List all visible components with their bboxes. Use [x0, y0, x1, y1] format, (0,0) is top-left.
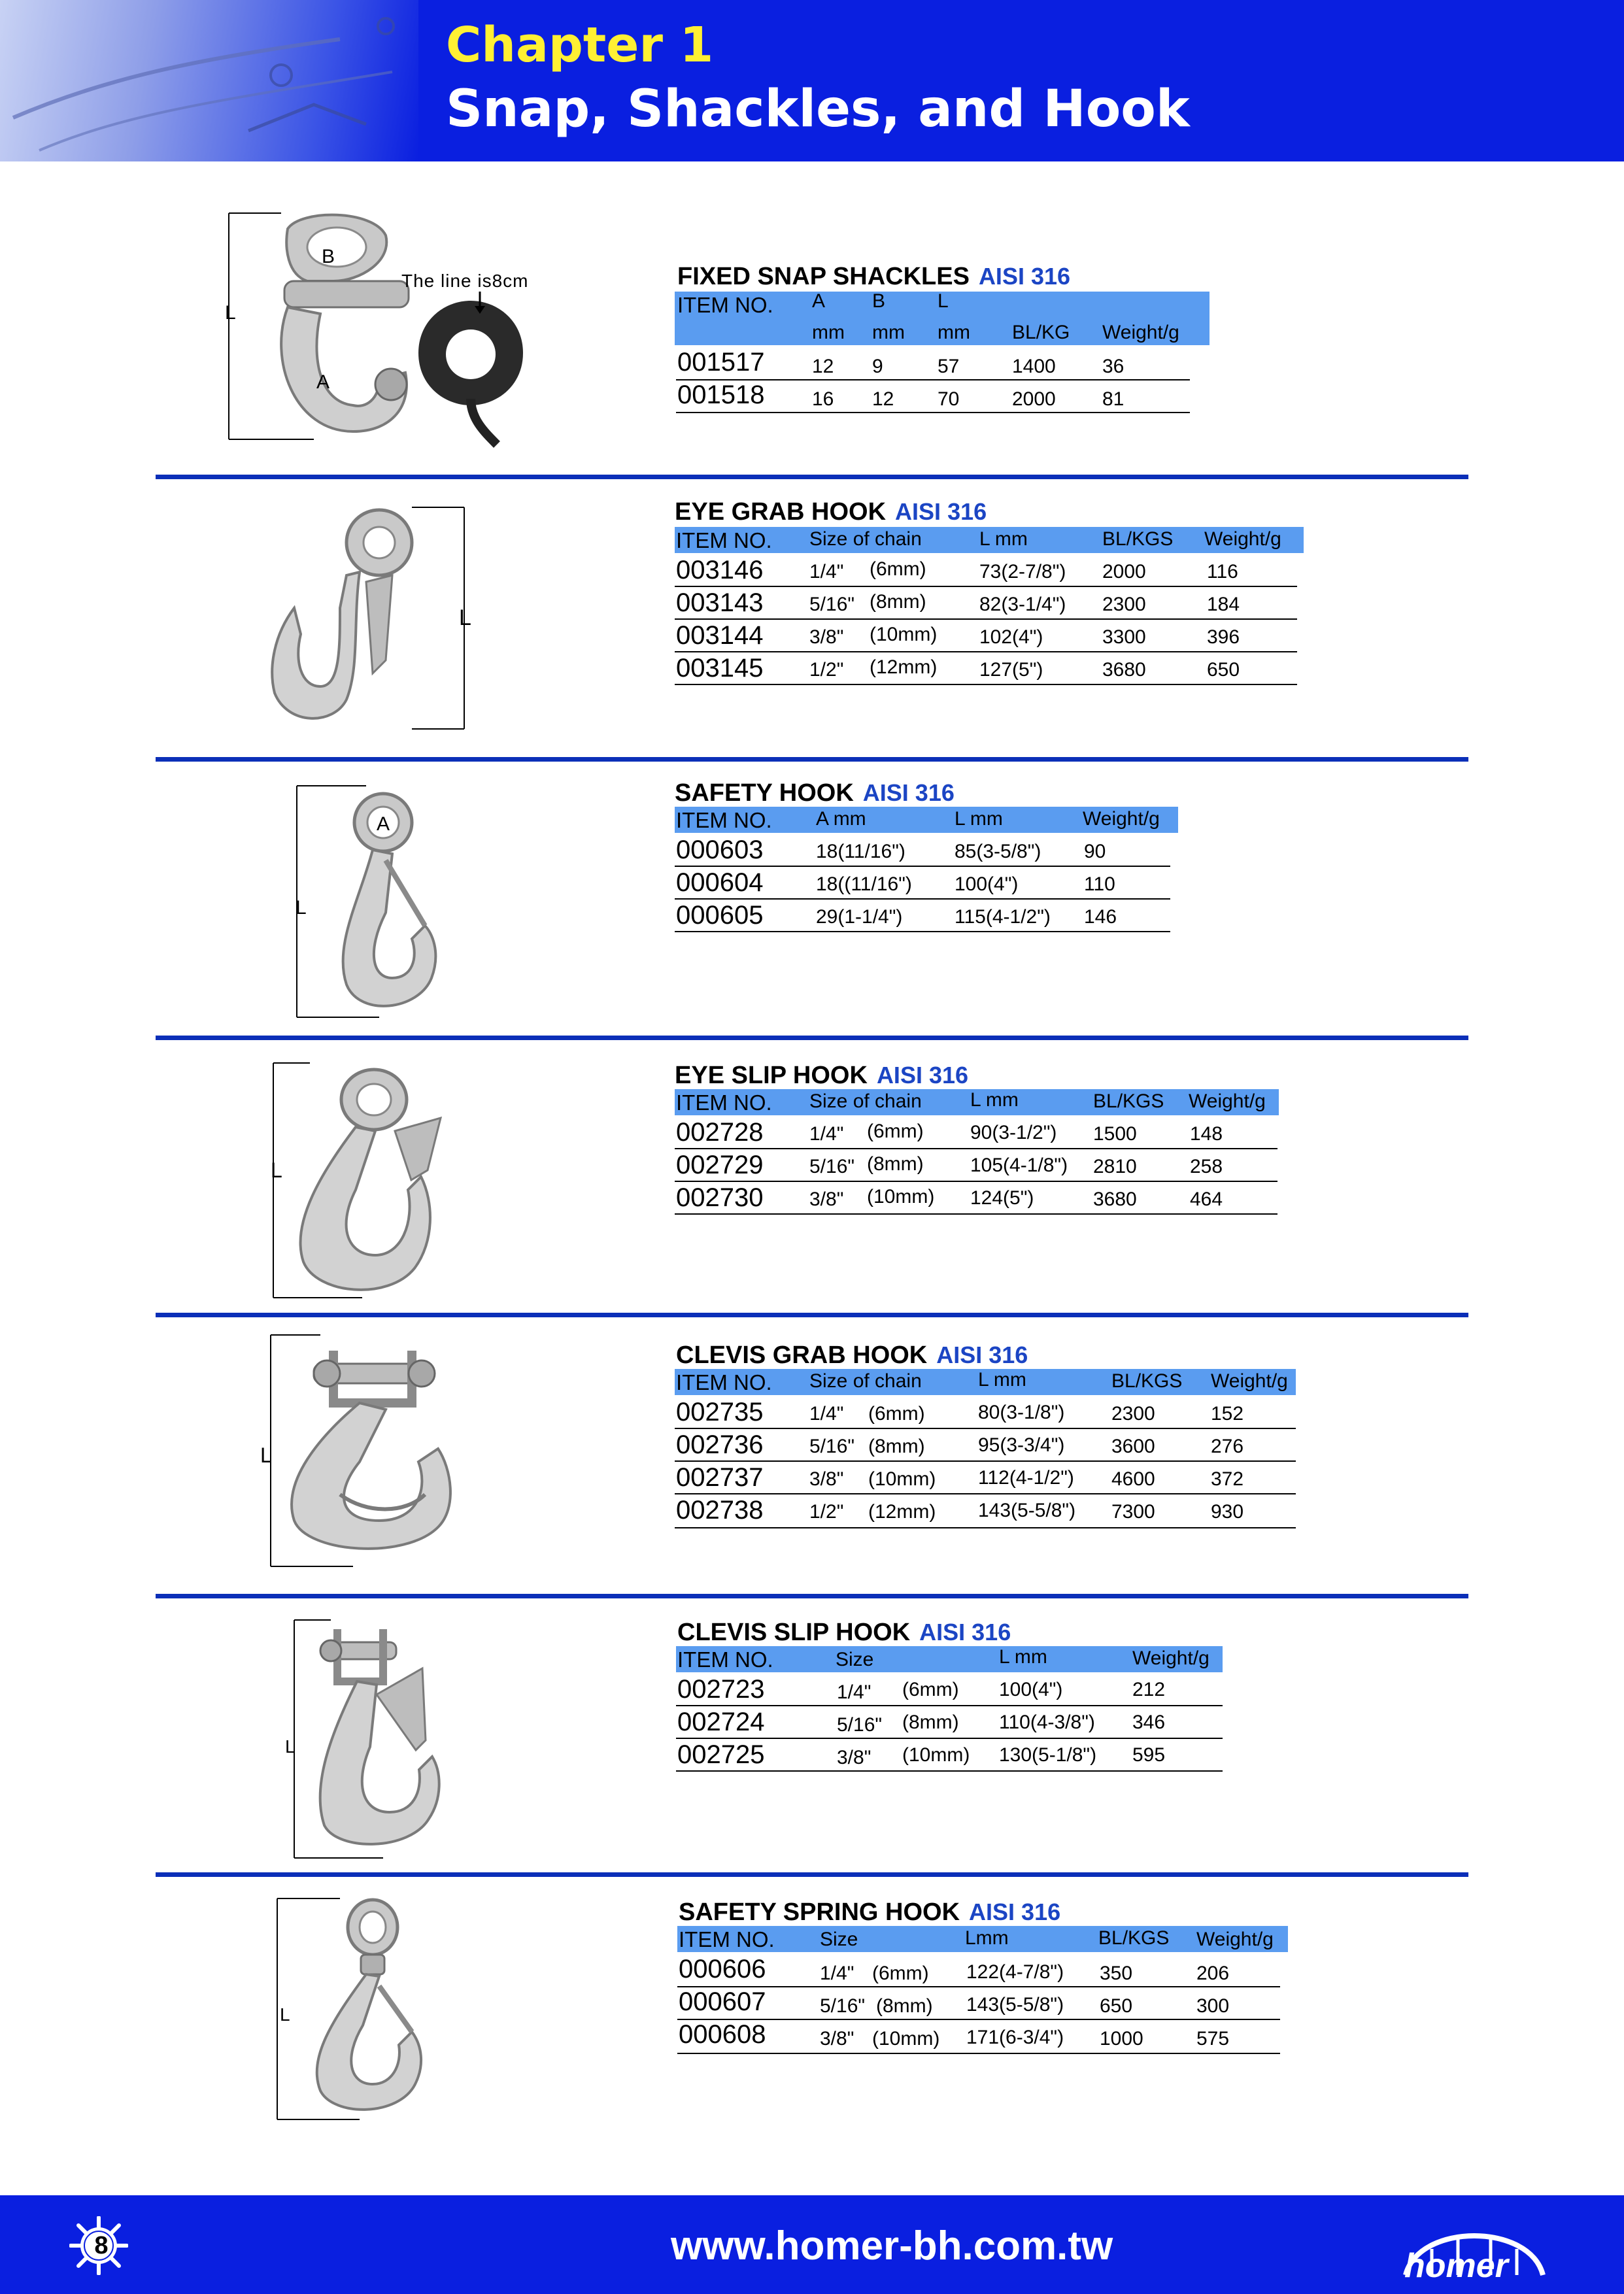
header-size: Size of chain — [809, 1370, 922, 1392]
header-size: Size — [836, 1649, 874, 1670]
row-divider — [677, 2053, 1280, 2054]
cell: (10mm) — [902, 1744, 970, 1766]
cell: 1/2" — [809, 1501, 844, 1523]
item-number: 002723 — [677, 1675, 765, 1704]
cell: 1/4" — [809, 561, 844, 582]
arrow-down-icon — [472, 292, 488, 315]
row-divider — [675, 618, 1297, 620]
row-divider — [675, 1527, 1296, 1528]
header-item-no: ITEM NO. — [679, 1927, 775, 1951]
cell: 12 — [872, 388, 894, 410]
cell: 206 — [1196, 1963, 1230, 1984]
section-divider — [156, 1872, 1468, 1877]
row-divider — [675, 866, 1170, 867]
cell: 100(4") — [999, 1679, 1063, 1700]
cell: 81 — [1102, 388, 1125, 410]
dimension-label-l: L — [459, 605, 471, 630]
nautical-chart-decoration — [0, 0, 418, 161]
header-bl: BL/KGS — [1098, 1927, 1170, 1949]
dimension-label-l: L — [285, 1736, 296, 1757]
dimension-label-a: A — [377, 813, 390, 835]
cell: (8mm) — [870, 591, 926, 613]
cell: 29(1-1/4") — [816, 906, 903, 928]
cell: 350 — [1100, 1963, 1133, 1984]
cell: 110 — [1084, 873, 1115, 895]
cell: 148 — [1190, 1123, 1223, 1145]
row-divider — [675, 586, 1297, 587]
cell: 258 — [1190, 1156, 1223, 1177]
cell: (6mm) — [868, 1403, 925, 1425]
header-item-no: ITEM NO. — [676, 1090, 772, 1115]
row-divider — [675, 1181, 1277, 1182]
dimension-label-l: L — [260, 1443, 272, 1467]
cell: (12mm) — [868, 1501, 936, 1523]
cell: (8mm) — [902, 1712, 959, 1733]
header-weight: Weight/g — [1211, 1370, 1288, 1392]
line-length-note: The line is8cm — [401, 271, 529, 291]
cell: 3/8" — [820, 2028, 854, 2049]
cell: 1/4" — [837, 1681, 871, 1703]
item-number: 002725 — [677, 1740, 765, 1769]
item-number: 000608 — [679, 2020, 766, 2049]
header-weight: Weight/g — [1189, 1090, 1266, 1112]
cell: 143(5-5/8") — [966, 1994, 1064, 2016]
cell: 110(4-3/8") — [999, 1712, 1095, 1733]
cell: 5/16" — [837, 1714, 883, 1736]
row-divider — [677, 2019, 1280, 2020]
cell: 127(5") — [979, 659, 1043, 681]
header-a: A mm — [816, 808, 866, 830]
cell: 112(4-1/2") — [978, 1467, 1074, 1489]
cell: 650 — [1207, 659, 1240, 681]
item-number: 001517 — [677, 348, 765, 377]
item-number: 002736 — [676, 1430, 764, 1459]
cell: 171(6-3/4") — [966, 2027, 1064, 2048]
header-weight: Weight/g — [1204, 528, 1281, 550]
item-number: 000603 — [676, 835, 764, 864]
cell: 146 — [1084, 906, 1117, 928]
website-url[interactable]: www.homer-bh.com.tw — [671, 2223, 1113, 2269]
item-number: 000607 — [679, 1987, 766, 2016]
section-divider — [156, 1594, 1468, 1598]
cell: 184 — [1207, 594, 1240, 615]
cell: (6mm) — [870, 558, 926, 580]
cell: 1000 — [1100, 2028, 1143, 2049]
cell: 346 — [1132, 1712, 1166, 1733]
cell: 930 — [1211, 1501, 1244, 1523]
cell: (8mm) — [876, 1995, 933, 2017]
chapter-title: Snap, Shackles, and Hook — [446, 80, 1190, 139]
row-divider — [676, 412, 1190, 413]
row-divider — [675, 1428, 1296, 1429]
section-title: EYE GRAB HOOK AISI 316 — [675, 498, 987, 526]
section-title: EYE SLIP HOOK AISI 316 — [675, 1062, 969, 1089]
cell: 90 — [1084, 841, 1106, 862]
cell: 122(4-7/8") — [966, 1961, 1064, 1983]
item-number: 003143 — [676, 588, 764, 617]
row-divider — [676, 1770, 1223, 1772]
row-divider — [675, 1493, 1296, 1494]
section-title: CLEVIS GRAB HOOK AISI 316 — [676, 1341, 1028, 1369]
cell: (8mm) — [867, 1153, 924, 1175]
dimension-label-b: B — [322, 246, 335, 267]
header-l: L mm — [999, 1646, 1047, 1668]
item-number: 001518 — [677, 380, 765, 409]
cell: 16 — [812, 388, 834, 410]
item-number: 002730 — [676, 1183, 764, 1212]
cell: 18(11/16") — [816, 841, 905, 862]
header-item-no: ITEM NO. — [676, 808, 772, 832]
header-bl: BL/KGS — [1093, 1090, 1164, 1112]
cell: 90(3-1/2") — [970, 1122, 1057, 1143]
cell: (6mm) — [867, 1121, 924, 1142]
section-divider — [156, 1313, 1468, 1317]
cell: 2000 — [1012, 388, 1056, 410]
item-number: 002738 — [676, 1496, 764, 1525]
cell: 464 — [1190, 1189, 1223, 1210]
item-number: 002729 — [676, 1151, 764, 1179]
header-l-unit: mm — [938, 322, 970, 343]
header-item-no: ITEM NO. — [676, 528, 772, 552]
cell: 73(2-7/8") — [979, 561, 1066, 582]
chapter-header — [0, 0, 1624, 161]
dimension-label-l: L — [280, 2004, 290, 2025]
header-l: L mm — [970, 1089, 1019, 1111]
cell: 85(3-5/8") — [955, 841, 1041, 862]
cell: 115(4-1/2") — [955, 906, 1051, 928]
header-item-no: ITEM NO. — [676, 1370, 772, 1394]
cell: 5/16" — [809, 1156, 855, 1177]
row-divider — [675, 684, 1297, 685]
brand-name: homer — [1404, 2247, 1508, 2285]
item-number: 003145 — [676, 654, 764, 683]
cell: 3/8" — [809, 1468, 844, 1490]
cell: (10mm) — [867, 1186, 935, 1207]
cell: 3/8" — [837, 1747, 871, 1768]
section-divider — [156, 475, 1468, 479]
header-size: Size of chain — [809, 528, 922, 550]
item-number: 003144 — [676, 621, 764, 650]
row-divider — [675, 1460, 1296, 1462]
cell: 105(4-1/8") — [970, 1155, 1068, 1176]
header-bl-kg: BL/KG — [1012, 322, 1070, 343]
cell: 1400 — [1012, 356, 1056, 377]
clevis-grab-hook-image — [262, 1331, 471, 1573]
cell: 9 — [872, 356, 883, 377]
cell: 36 — [1102, 356, 1125, 377]
section-title: FIXED SNAP SHACKLES AISI 316 — [677, 263, 1071, 290]
chapter-number: Chapter 1 — [446, 17, 714, 73]
safety-spring-hook-image — [268, 1895, 438, 2123]
header-a-unit: mm — [812, 322, 845, 343]
cell: 100(4") — [955, 873, 1019, 895]
item-number: 000604 — [676, 868, 764, 897]
header-a: A — [812, 290, 826, 312]
cell: 143(5-5/8") — [978, 1500, 1076, 1521]
dimension-label-l: L — [225, 302, 236, 324]
cell: 3/8" — [809, 626, 844, 648]
item-number: 002735 — [676, 1398, 764, 1426]
cell: 12 — [812, 356, 834, 377]
item-number: 002728 — [676, 1118, 764, 1147]
cell: 3600 — [1111, 1436, 1155, 1457]
cell: (12mm) — [870, 656, 938, 678]
cell: 2300 — [1111, 1403, 1155, 1425]
dimension-label-a: A — [316, 371, 330, 393]
header-weight: Weight/g — [1083, 808, 1160, 830]
cell: 5/16" — [809, 1436, 855, 1457]
header-weight: Weight/g — [1102, 322, 1179, 343]
cell: (10mm) — [870, 624, 938, 645]
cell: 3680 — [1102, 659, 1146, 681]
row-divider — [676, 1705, 1223, 1706]
item-number: 000606 — [679, 1955, 766, 1983]
header-b: B — [872, 290, 886, 312]
row-divider — [675, 1148, 1277, 1149]
row-divider — [677, 1986, 1280, 1987]
cell: 1/4" — [809, 1123, 844, 1145]
fixed-snap-shackle-image — [222, 209, 549, 477]
section-title: CLEVIS SLIP HOOK AISI 316 — [677, 1619, 1011, 1646]
eye-slip-hook-image — [264, 1059, 460, 1301]
cell: 5/16" — [809, 594, 855, 615]
header-b-unit: mm — [872, 322, 905, 343]
cell: 80(3-1/8") — [978, 1402, 1065, 1423]
cell: 2000 — [1102, 561, 1146, 582]
item-number: 002737 — [676, 1463, 764, 1492]
cell: 102(4") — [979, 626, 1043, 648]
cell: 116 — [1207, 561, 1238, 582]
cell: 7300 — [1111, 1501, 1155, 1523]
cell: 3300 — [1102, 626, 1146, 648]
cell: 1500 — [1093, 1123, 1137, 1145]
header-l: L mm — [979, 528, 1028, 550]
cell: 595 — [1132, 1744, 1166, 1766]
cell: 300 — [1196, 1995, 1230, 2017]
header-l: L — [938, 290, 949, 312]
cell: 396 — [1207, 626, 1240, 648]
page-number: 8 — [94, 2232, 109, 2259]
row-divider — [675, 651, 1297, 652]
cell: 650 — [1100, 1995, 1133, 2017]
cell: 5/16" — [820, 1995, 866, 2017]
section-divider — [156, 1036, 1468, 1040]
header-decoration — [0, 0, 418, 161]
header-l: L mm — [978, 1369, 1026, 1391]
dimension-label-l: L — [296, 897, 307, 919]
cell: 2300 — [1102, 594, 1146, 615]
cell: (10mm) — [868, 1468, 936, 1490]
cell: 575 — [1196, 2028, 1230, 2049]
header-size: Size of chain — [809, 1090, 922, 1112]
cell: 95(3-3/4") — [978, 1434, 1065, 1456]
cell: 18((11/16") — [816, 873, 912, 895]
header-l: Lmm — [965, 1927, 1009, 1949]
cell: 82(3-1/4") — [979, 594, 1066, 615]
item-number: 003146 — [676, 556, 764, 584]
cell: (6mm) — [902, 1679, 959, 1700]
cell: 4600 — [1111, 1468, 1155, 1490]
header-l: L mm — [955, 808, 1003, 830]
header-item-no: ITEM NO. — [677, 293, 773, 317]
cell: 3/8" — [809, 1189, 844, 1210]
cell: 276 — [1211, 1436, 1244, 1457]
cell: (6mm) — [872, 1963, 929, 1984]
cell: 1/4" — [820, 1963, 854, 1984]
header-bl: BL/KGS — [1102, 528, 1174, 550]
header-weight: Weight/g — [1196, 1929, 1274, 1950]
cell: 212 — [1132, 1679, 1166, 1700]
cell: 2810 — [1093, 1156, 1137, 1177]
header-bl: BL/KGS — [1111, 1370, 1183, 1392]
item-number: 002724 — [677, 1708, 765, 1736]
row-divider — [675, 1213, 1277, 1215]
row-divider — [675, 931, 1170, 932]
safety-hook-image — [288, 782, 458, 1024]
cell: 130(5-1/8") — [999, 1744, 1097, 1766]
cell: 1/4" — [809, 1403, 844, 1425]
cell: 70 — [938, 388, 960, 410]
header-weight: Weight/g — [1132, 1647, 1210, 1669]
section-divider — [156, 757, 1468, 762]
cell: 124(5") — [970, 1187, 1034, 1209]
cell: 152 — [1211, 1403, 1244, 1425]
cell: (8mm) — [868, 1436, 925, 1457]
section-title: SAFETY SPRING HOOK AISI 316 — [679, 1898, 1061, 1926]
header-item-no: ITEM NO. — [677, 1647, 773, 1672]
cell: 57 — [938, 356, 960, 377]
header-size: Size — [820, 1929, 858, 1950]
clevis-slip-hook-image — [285, 1616, 455, 1864]
item-number: 000605 — [676, 901, 764, 930]
cell: 372 — [1211, 1468, 1244, 1490]
cell: (10mm) — [872, 2028, 940, 2049]
row-divider — [675, 898, 1170, 900]
dimension-label-l: L — [271, 1158, 282, 1182]
section-title: SAFETY HOOK AISI 316 — [675, 779, 955, 807]
cell: 3680 — [1093, 1189, 1137, 1210]
row-divider — [676, 1738, 1223, 1739]
cell: 1/2" — [809, 659, 844, 681]
